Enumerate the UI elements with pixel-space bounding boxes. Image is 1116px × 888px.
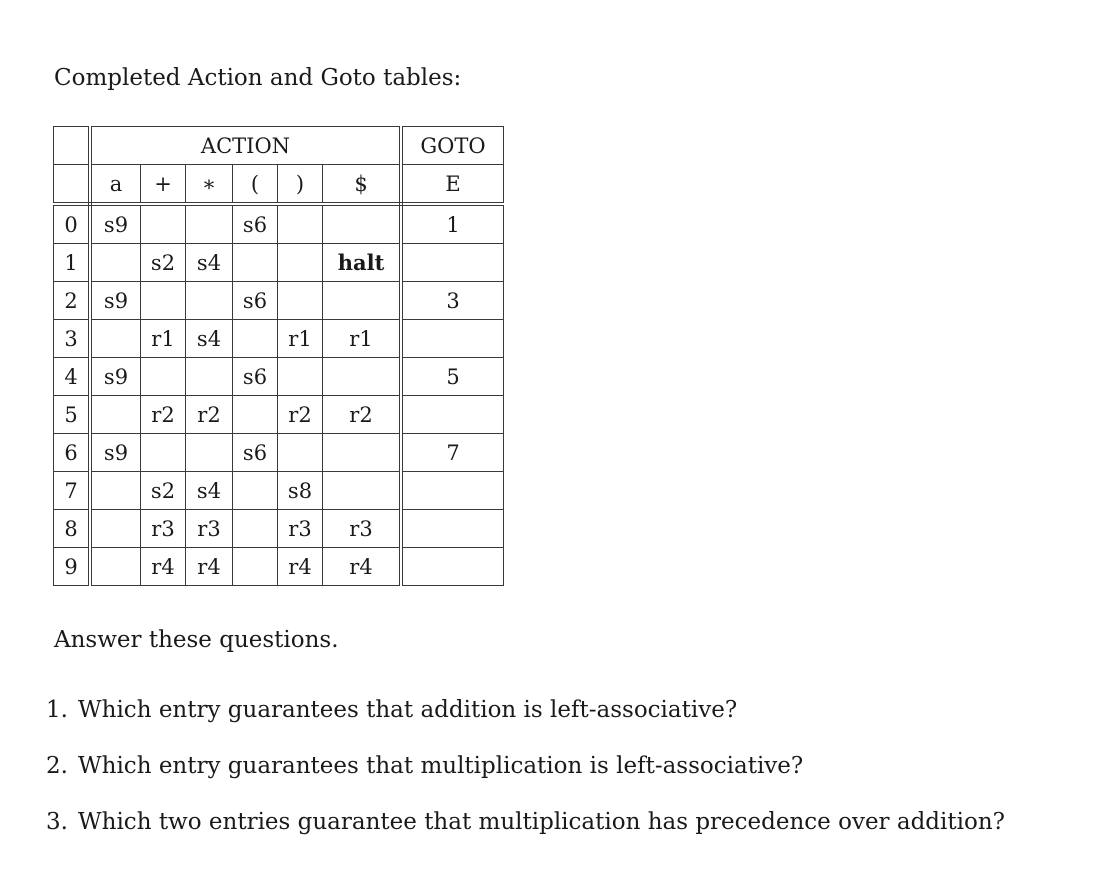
table-cell [186, 434, 233, 472]
question-number: 2. [46, 753, 68, 779]
table-cell: s9 [90, 358, 141, 396]
table-cell: halt [323, 244, 402, 282]
state-number: 9 [54, 548, 91, 586]
table-cell [278, 204, 323, 244]
state-number: 5 [54, 396, 91, 434]
table-cell: r3 [141, 510, 186, 548]
state-number: 3 [54, 320, 91, 358]
table-cell: r4 [323, 548, 402, 586]
corner-cell [54, 165, 91, 205]
table-cell [233, 472, 278, 510]
question-number: 1. [46, 697, 68, 723]
table-cell: r1 [141, 320, 186, 358]
column-header: E [401, 165, 504, 205]
table-row [54, 320, 504, 358]
table-row [54, 434, 504, 472]
table-row [54, 358, 504, 396]
table-cell: r2 [323, 396, 402, 434]
column-header: a [90, 165, 141, 205]
table-cell: r3 [323, 510, 402, 548]
table-cell [323, 204, 402, 244]
table-cell [90, 472, 141, 510]
table-cell [233, 548, 278, 586]
column-header: + [141, 165, 186, 205]
table-cell: s2 [141, 244, 186, 282]
table-row [54, 396, 504, 434]
state-number: 2 [54, 282, 91, 320]
table-cell [401, 548, 504, 586]
table-cell: s4 [186, 320, 233, 358]
table-cell: r2 [186, 396, 233, 434]
table-row [54, 510, 504, 548]
table-symbol-row [54, 165, 504, 205]
intro-text: Completed Action and Goto tables: [54, 65, 462, 91]
table-cell: s4 [186, 472, 233, 510]
table-cell [278, 358, 323, 396]
table-cell: r1 [323, 320, 402, 358]
table-cell: 5 [401, 358, 504, 396]
question-number: 3. [46, 809, 68, 835]
question-text: Which two entries guarantee that multiplication has precedence over addition? [78, 809, 1005, 835]
table-cell [323, 282, 402, 320]
table-cell: 3 [401, 282, 504, 320]
table-cell: r3 [278, 510, 323, 548]
table-cell: r3 [186, 510, 233, 548]
column-header: ( [233, 165, 278, 205]
state-number: 8 [54, 510, 91, 548]
table-cell [141, 434, 186, 472]
table-cell [278, 282, 323, 320]
table-row [54, 204, 504, 244]
table-cell: s4 [186, 244, 233, 282]
table-cell [141, 282, 186, 320]
table-cell [186, 282, 233, 320]
table-cell [90, 320, 141, 358]
question-item [46, 694, 1005, 750]
table-cell: s9 [90, 434, 141, 472]
column-header: ) [278, 165, 323, 205]
table-header-row [54, 127, 504, 165]
table-cell [401, 472, 504, 510]
table-cell [186, 358, 233, 396]
state-number: 6 [54, 434, 91, 472]
table-cell [401, 510, 504, 548]
table-cell: r2 [141, 396, 186, 434]
table-cell: r2 [278, 396, 323, 434]
table-cell [401, 244, 504, 282]
table-cell: r4 [141, 548, 186, 586]
table-cell [278, 434, 323, 472]
column-header: ∗ [186, 165, 233, 205]
table-cell [90, 548, 141, 586]
table-row [54, 282, 504, 320]
question-item [46, 806, 1005, 862]
table-cell [323, 472, 402, 510]
table-cell: r4 [186, 548, 233, 586]
table-cell: 1 [401, 204, 504, 244]
table-cell [233, 320, 278, 358]
table-cell: s6 [233, 282, 278, 320]
question-list [46, 694, 1005, 862]
state-number: 7 [54, 472, 91, 510]
action-goto-table [53, 126, 504, 586]
table-cell: s9 [90, 282, 141, 320]
table-cell [323, 358, 402, 396]
table-cell [141, 204, 186, 244]
question-text: Which entry guarantees that multiplication is left-associative? [78, 753, 804, 779]
question-text: Which entry guarantees that addition is left-associative? [78, 697, 738, 723]
column-header: $ [323, 165, 402, 205]
goto-header: GOTO [401, 127, 504, 165]
table-cell [323, 434, 402, 472]
table-cell: s6 [233, 434, 278, 472]
table-cell [233, 510, 278, 548]
table-row [54, 548, 504, 586]
table-cell [233, 396, 278, 434]
table-cell: r1 [278, 320, 323, 358]
table-cell: s6 [233, 358, 278, 396]
table-cell [401, 320, 504, 358]
table-cell: s2 [141, 472, 186, 510]
table-cell: s9 [90, 204, 141, 244]
table-cell [186, 204, 233, 244]
table-row [54, 244, 504, 282]
table-cell: s6 [233, 204, 278, 244]
table-cell [90, 396, 141, 434]
table-cell: 7 [401, 434, 504, 472]
state-number: 0 [54, 204, 91, 244]
action-header: ACTION [90, 127, 401, 165]
state-number: 1 [54, 244, 91, 282]
table-cell [278, 244, 323, 282]
table-cell: r4 [278, 548, 323, 586]
table-cell [90, 244, 141, 282]
table-cell [90, 510, 141, 548]
table-cell: s8 [278, 472, 323, 510]
table-cell [141, 358, 186, 396]
table-cell [233, 244, 278, 282]
corner-cell [54, 127, 91, 165]
question-item [46, 750, 1005, 806]
state-number: 4 [54, 358, 91, 396]
table-row [54, 472, 504, 510]
answer-prompt: Answer these questions. [54, 627, 339, 653]
table-cell [401, 396, 504, 434]
